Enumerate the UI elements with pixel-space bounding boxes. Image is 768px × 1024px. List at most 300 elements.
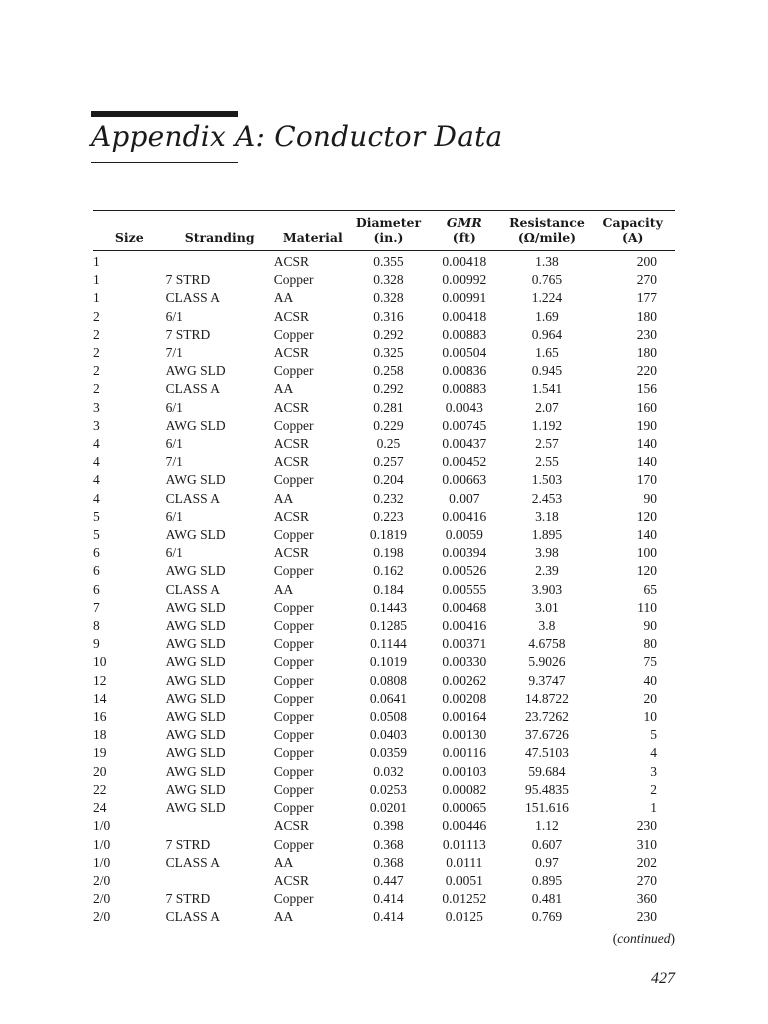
cell-gmr: 0.00418 — [442, 254, 487, 269]
cell-gmr: 0.0111 — [446, 854, 483, 870]
cell-capacity: 156 — [636, 381, 657, 397]
cell-diameter: 0.204 — [373, 472, 404, 488]
cell-resistance: 0.769 — [531, 909, 563, 925]
cell-diameter: 0.257 — [373, 454, 404, 470]
cell-capacity: 202 — [636, 854, 657, 870]
cell-diameter: 0.355 — [373, 254, 404, 269]
cell-diameter: 0.232 — [373, 490, 404, 506]
cell-diameter: 0.414 — [373, 891, 404, 907]
cell-diameter: 0.162 — [373, 563, 404, 579]
cell-gmr: 0.0125 — [445, 909, 483, 925]
cell-stranding: AWG SLD — [165, 709, 226, 725]
cell-gmr: 0.00416 — [442, 618, 487, 634]
table-row — [93, 653, 675, 671]
table-row — [93, 308, 675, 326]
cell-gmr: 0.00437 — [442, 436, 487, 452]
cell-capacity: 140 — [636, 527, 657, 543]
cell-capacity: 3 — [650, 763, 657, 779]
cell-diameter: 0.325 — [373, 345, 404, 361]
cell-capacity: 220 — [636, 363, 657, 379]
table-row — [93, 836, 675, 854]
cell-gmr: 0.00992 — [442, 272, 487, 288]
cell-gmr: 0.00164 — [442, 709, 487, 725]
cell-resistance: 0.964 — [531, 326, 563, 342]
title-bar — [91, 111, 238, 117]
table-row — [93, 617, 675, 635]
cell-stranding: 6/1 — [165, 399, 183, 415]
cell-resistance: 1.65 — [535, 345, 559, 361]
cell-size: 2/0 — [93, 891, 111, 907]
conductor-data-table — [93, 210, 675, 927]
cell-diameter: 0.1019 — [369, 654, 408, 670]
table-row — [93, 672, 675, 690]
cell-capacity: 190 — [636, 417, 657, 433]
cell-stranding: 6/1 — [165, 436, 183, 452]
cell-size: 22 — [93, 781, 107, 797]
cell-size: 24 — [93, 800, 107, 816]
cell-diameter: 0.184 — [373, 581, 404, 597]
cell-size: 2 — [93, 308, 100, 324]
cell-gmr: 0.00504 — [442, 345, 487, 361]
cell-size: 1 — [93, 272, 100, 288]
cell-material: Copper — [273, 563, 314, 579]
cell-diameter: 0.198 — [373, 545, 404, 561]
cell-capacity: 270 — [636, 872, 657, 888]
cell-gmr: 0.00130 — [442, 727, 487, 743]
cell-capacity: 80 — [643, 636, 657, 652]
table-row — [93, 781, 675, 799]
cell-gmr: 0.00526 — [442, 563, 487, 579]
table-row — [93, 726, 675, 744]
cell-gmr: 0.00468 — [442, 599, 487, 615]
cell-resistance: 3.8 — [538, 618, 556, 634]
cell-gmr: 0.00883 — [442, 326, 487, 342]
cell-gmr: 0.00883 — [442, 381, 487, 397]
cell-capacity: 2 — [650, 781, 657, 797]
cell-gmr: 0.00394 — [442, 545, 487, 561]
cell-material: AA — [273, 490, 294, 506]
table-row — [93, 562, 675, 580]
cell-capacity: 10 — [643, 709, 657, 725]
header-material: Material — [282, 230, 343, 245]
cell-gmr: 0.00103 — [442, 763, 487, 779]
cell-size: 18 — [93, 727, 107, 743]
cell-stranding: CLASS A — [165, 854, 220, 870]
cell-size: 5 — [93, 527, 100, 543]
cell-capacity: 200 — [636, 254, 657, 269]
cell-diameter: 0.1144 — [370, 636, 407, 652]
cell-material: ACSR — [273, 308, 309, 324]
cell-size: 6 — [93, 563, 100, 579]
cell-size: 14 — [93, 690, 107, 706]
cell-size: 4 — [93, 436, 100, 452]
cell-material: ACSR — [273, 872, 309, 888]
cell-gmr: 0.00663 — [442, 472, 487, 488]
cell-gmr: 0.0043 — [445, 399, 483, 415]
cell-resistance: 2.39 — [535, 563, 559, 579]
cell-size: 12 — [93, 672, 107, 688]
cell-resistance: 2.55 — [535, 454, 559, 470]
cell-material: ACSR — [273, 254, 309, 269]
cell-capacity: 160 — [636, 399, 657, 415]
table-row — [93, 890, 675, 908]
cell-capacity: 180 — [636, 308, 657, 324]
table-header-row — [93, 211, 675, 251]
cell-stranding — [166, 251, 274, 272]
cell-size: 5 — [93, 508, 100, 524]
table-row — [93, 581, 675, 599]
cell-stranding: CLASS A — [165, 490, 220, 506]
cell-material: Copper — [273, 745, 314, 761]
cell-size: 3 — [93, 417, 100, 433]
table-row — [93, 508, 675, 526]
table-row — [93, 417, 675, 435]
cell-size: 4 — [93, 454, 100, 470]
cell-stranding: 7 STRD — [165, 836, 211, 852]
table-row — [93, 708, 675, 726]
cell-capacity: 90 — [643, 618, 657, 634]
cell-size: 19 — [93, 745, 107, 761]
cell-capacity: 5 — [650, 727, 657, 743]
cell-resistance: 23.7262 — [525, 709, 569, 725]
cell-diameter: 0.258 — [373, 363, 404, 379]
header-resistance: Resistance (Ω/mile) — [509, 215, 585, 245]
cell-stranding: CLASS A — [165, 290, 220, 306]
cell-diameter: 0.0641 — [369, 690, 408, 706]
table-row — [93, 526, 675, 544]
cell-material: Copper — [273, 326, 314, 342]
cell-diameter: 0.25 — [376, 436, 401, 452]
cell-stranding: 7 STRD — [165, 326, 211, 342]
cell-material: ACSR — [273, 399, 309, 415]
cell-size: 8 — [93, 618, 100, 634]
table-row — [93, 453, 675, 471]
cell-capacity: 120 — [636, 563, 657, 579]
cell-diameter: 0.0359 — [369, 745, 408, 761]
cell-capacity: 230 — [636, 326, 657, 342]
cell-diameter: 0.223 — [373, 508, 404, 524]
table-row — [93, 289, 675, 307]
cell-stranding: AWG SLD — [165, 763, 226, 779]
cell-resistance: 9.3747 — [528, 672, 566, 688]
cell-stranding: 7 STRD — [165, 272, 211, 288]
cell-diameter: 0.414 — [373, 909, 404, 925]
header-size: Size — [114, 230, 144, 245]
table-row — [93, 599, 675, 617]
cell-diameter: 0.447 — [373, 872, 404, 888]
cell-resistance: 151.616 — [525, 800, 569, 816]
cell-size: 2 — [93, 363, 100, 379]
cell-material: Copper — [273, 417, 314, 433]
cell-resistance: 1.12 — [535, 818, 559, 834]
cell-material: Copper — [273, 618, 314, 634]
cell-diameter: 0.1443 — [369, 599, 408, 615]
cell-diameter: 0.0201 — [369, 800, 408, 816]
cell-material: ACSR — [273, 436, 309, 452]
table-row — [93, 435, 675, 453]
cell-size: 16 — [93, 709, 107, 725]
cell-capacity: 180 — [636, 345, 657, 361]
cell-size: 6 — [93, 581, 100, 597]
cell-stranding: 7/1 — [165, 345, 183, 361]
cell-capacity: 100 — [636, 545, 657, 561]
cell-capacity: 270 — [636, 272, 657, 288]
cell-material: Copper — [273, 690, 314, 706]
cell-stranding: 6/1 — [165, 308, 183, 324]
cell-gmr: 0.00745 — [442, 417, 487, 433]
cell-resistance: 1.895 — [531, 527, 563, 543]
header-diameter: Diameter (in.) — [355, 215, 422, 245]
cell-resistance: 2.57 — [535, 436, 559, 452]
cell-gmr: 0.00836 — [442, 363, 487, 379]
cell-resistance: 1.192 — [531, 417, 563, 433]
table-row — [93, 744, 675, 762]
cell-stranding: AWG SLD — [165, 599, 226, 615]
cell-resistance: 3.98 — [535, 545, 559, 561]
cell-capacity: 110 — [637, 599, 657, 615]
cell-capacity: 360 — [636, 891, 657, 907]
cell-stranding: AWG SLD — [165, 654, 226, 670]
cell-size: 2 — [93, 381, 100, 397]
cell-capacity: 20 — [643, 690, 657, 706]
cell-material: Copper — [273, 636, 314, 652]
cell-size: 7 — [93, 599, 100, 615]
cell-size: 20 — [93, 763, 107, 779]
cell-size: 4 — [93, 490, 100, 506]
cell-capacity: 140 — [636, 436, 657, 452]
cell-resistance: 0.895 — [531, 872, 563, 888]
cell-capacity: 120 — [636, 508, 657, 524]
header-gmr: GMR (ft) — [446, 215, 482, 245]
table-row — [93, 490, 675, 508]
cell-resistance: 0.97 — [535, 854, 559, 870]
cell-size: 4 — [93, 472, 100, 488]
cell-material: Copper — [273, 836, 314, 852]
cell-material: Copper — [273, 891, 314, 907]
table-row — [93, 690, 675, 708]
cell-resistance: 2.453 — [531, 490, 563, 506]
cell-resistance: 1.503 — [531, 472, 563, 488]
cell-diameter: 0.0808 — [369, 672, 408, 688]
cell-stranding: AWG SLD — [165, 472, 226, 488]
cell-resistance: 3.903 — [531, 581, 563, 597]
cell-diameter: 0.316 — [373, 308, 404, 324]
cell-diameter: 0.032 — [373, 763, 404, 779]
cell-resistance: 3.01 — [535, 599, 559, 615]
cell-capacity: 170 — [636, 472, 657, 488]
table-row — [93, 471, 675, 489]
cell-size: 1 — [93, 254, 100, 269]
cell-diameter: 0.328 — [373, 290, 404, 306]
table-row — [93, 872, 675, 890]
cell-material: AA — [273, 909, 294, 925]
cell-capacity: 140 — [636, 454, 657, 470]
cell-gmr: 0.00065 — [442, 800, 487, 816]
page-number: 427 — [651, 970, 675, 987]
header-capacity: Capacity (A) — [602, 215, 663, 245]
cell-stranding: AWG SLD — [165, 527, 226, 543]
title-rule — [91, 162, 238, 163]
cell-capacity: 230 — [636, 909, 657, 925]
cell-resistance: 2.07 — [535, 399, 559, 415]
cell-material: Copper — [273, 709, 314, 725]
cell-material: Copper — [273, 781, 314, 797]
cell-resistance: 1.541 — [531, 381, 563, 397]
table-row — [93, 817, 675, 835]
cell-capacity: 40 — [643, 672, 657, 688]
cell-resistance: 59.684 — [528, 763, 566, 779]
cell-stranding — [166, 872, 274, 890]
cell-gmr: 0.00116 — [442, 745, 486, 761]
cell-material: Copper — [273, 272, 314, 288]
cell-material: Copper — [273, 654, 314, 670]
cell-diameter: 0.328 — [373, 272, 404, 288]
cell-resistance: 1.224 — [531, 290, 563, 306]
cell-size: 2/0 — [93, 872, 111, 888]
cell-material: Copper — [273, 472, 314, 488]
cell-resistance: 95.4835 — [525, 781, 569, 797]
cell-gmr: 0.007 — [449, 490, 480, 506]
header-stranding: Stranding — [184, 230, 255, 245]
cell-stranding: CLASS A — [165, 581, 220, 597]
table-row — [93, 763, 675, 781]
cell-gmr: 0.00371 — [442, 636, 487, 652]
table-row — [93, 251, 675, 272]
cell-stranding: AWG SLD — [165, 563, 226, 579]
cell-gmr: 0.00416 — [442, 508, 487, 524]
page-title: Appendix A: Conductor Data — [91, 120, 503, 153]
cell-stranding: 6/1 — [165, 508, 183, 524]
cell-stranding: CLASS A — [165, 909, 220, 925]
cell-stranding: AWG SLD — [165, 636, 226, 652]
cell-diameter: 0.398 — [373, 818, 404, 834]
cell-material: Copper — [273, 527, 314, 543]
cell-size: 1/0 — [93, 836, 111, 852]
cell-material: Copper — [273, 800, 314, 816]
cell-gmr: 0.00082 — [442, 781, 487, 797]
cell-diameter: 0.368 — [373, 854, 404, 870]
cell-size: 6 — [93, 545, 100, 561]
table-row — [93, 362, 675, 380]
cell-diameter: 0.281 — [373, 399, 404, 415]
cell-resistance: 3.18 — [535, 508, 559, 524]
cell-material: ACSR — [273, 508, 309, 524]
cell-diameter: 0.0403 — [369, 727, 408, 743]
cell-diameter: 0.1819 — [369, 527, 408, 543]
table-row — [93, 635, 675, 653]
cell-material: Copper — [273, 763, 314, 779]
table-row — [93, 344, 675, 362]
cell-size: 3 — [93, 399, 100, 415]
cell-diameter: 0.292 — [373, 326, 404, 342]
cell-size: 2 — [93, 326, 100, 342]
table-row — [93, 326, 675, 344]
cell-stranding: AWG SLD — [165, 672, 226, 688]
cell-size: 10 — [93, 654, 107, 670]
cell-resistance: 37.6726 — [525, 727, 569, 743]
cell-stranding: AWG SLD — [165, 363, 226, 379]
cell-size: 1/0 — [93, 818, 111, 834]
cell-gmr: 0.00330 — [442, 654, 487, 670]
cell-gmr: 0.01252 — [442, 891, 487, 907]
cell-capacity: 230 — [636, 818, 657, 834]
table-row — [93, 380, 675, 398]
cell-size: 1 — [93, 290, 100, 306]
cell-diameter: 0.1285 — [369, 618, 408, 634]
cell-stranding: 7 STRD — [165, 891, 211, 907]
cell-capacity: 75 — [643, 654, 657, 670]
cell-size: 2 — [93, 345, 100, 361]
cell-capacity: 1 — [650, 800, 657, 816]
cell-resistance: 47.5103 — [525, 745, 569, 761]
cell-diameter: 0.292 — [373, 381, 404, 397]
cell-stranding: AWG SLD — [165, 745, 226, 761]
cell-material: ACSR — [273, 345, 309, 361]
cell-material: ACSR — [273, 818, 309, 834]
cell-capacity: 4 — [650, 745, 657, 761]
cell-material: Copper — [273, 363, 314, 379]
table-row — [93, 799, 675, 817]
cell-diameter: 0.0508 — [369, 709, 408, 725]
table-row — [93, 854, 675, 872]
cell-resistance: 1.69 — [535, 308, 559, 324]
cell-stranding: AWG SLD — [165, 727, 226, 743]
cell-gmr: 0.01113 — [442, 836, 486, 852]
cell-gmr: 0.0051 — [445, 872, 483, 888]
cell-material: AA — [273, 581, 294, 597]
cell-stranding: 7/1 — [165, 454, 183, 470]
cell-stranding: 6/1 — [165, 545, 183, 561]
cell-gmr: 0.00262 — [442, 672, 487, 688]
cell-material: AA — [273, 854, 294, 870]
cell-diameter: 0.368 — [373, 836, 404, 852]
cell-stranding: AWG SLD — [165, 618, 226, 634]
cell-capacity: 177 — [636, 290, 657, 306]
table-row — [93, 544, 675, 562]
cell-stranding: AWG SLD — [165, 690, 226, 706]
cell-resistance: 0.765 — [531, 272, 563, 288]
cell-gmr: 0.0059 — [445, 527, 483, 543]
cell-material: Copper — [273, 672, 314, 688]
cell-resistance: 1.38 — [535, 254, 559, 269]
cell-material: AA — [273, 290, 294, 306]
cell-resistance: 4.6758 — [528, 636, 566, 652]
cell-gmr: 0.00446 — [442, 818, 487, 834]
cell-diameter: 0.0253 — [369, 781, 408, 797]
cell-stranding — [166, 817, 274, 835]
cell-size: 2/0 — [93, 909, 111, 925]
cell-size: 9 — [93, 636, 100, 652]
cell-resistance: 14.8722 — [525, 690, 569, 706]
cell-gmr: 0.00991 — [442, 290, 487, 306]
cell-size: 1/0 — [93, 854, 111, 870]
cell-gmr: 0.00208 — [442, 690, 487, 706]
table-row — [93, 908, 675, 926]
cell-gmr: 0.00555 — [442, 581, 487, 597]
cell-stranding: AWG SLD — [165, 417, 226, 433]
cell-gmr: 0.00418 — [442, 308, 487, 324]
cell-resistance: 0.481 — [531, 891, 563, 907]
cell-material: AA — [273, 381, 294, 397]
continued-note: (continued) — [612, 931, 675, 946]
cell-stranding: AWG SLD — [165, 781, 226, 797]
cell-capacity: 65 — [643, 581, 657, 597]
cell-stranding: AWG SLD — [165, 800, 226, 816]
table-row — [93, 271, 675, 289]
table-row — [93, 399, 675, 417]
cell-stranding: CLASS A — [165, 381, 220, 397]
cell-material: Copper — [273, 599, 314, 615]
